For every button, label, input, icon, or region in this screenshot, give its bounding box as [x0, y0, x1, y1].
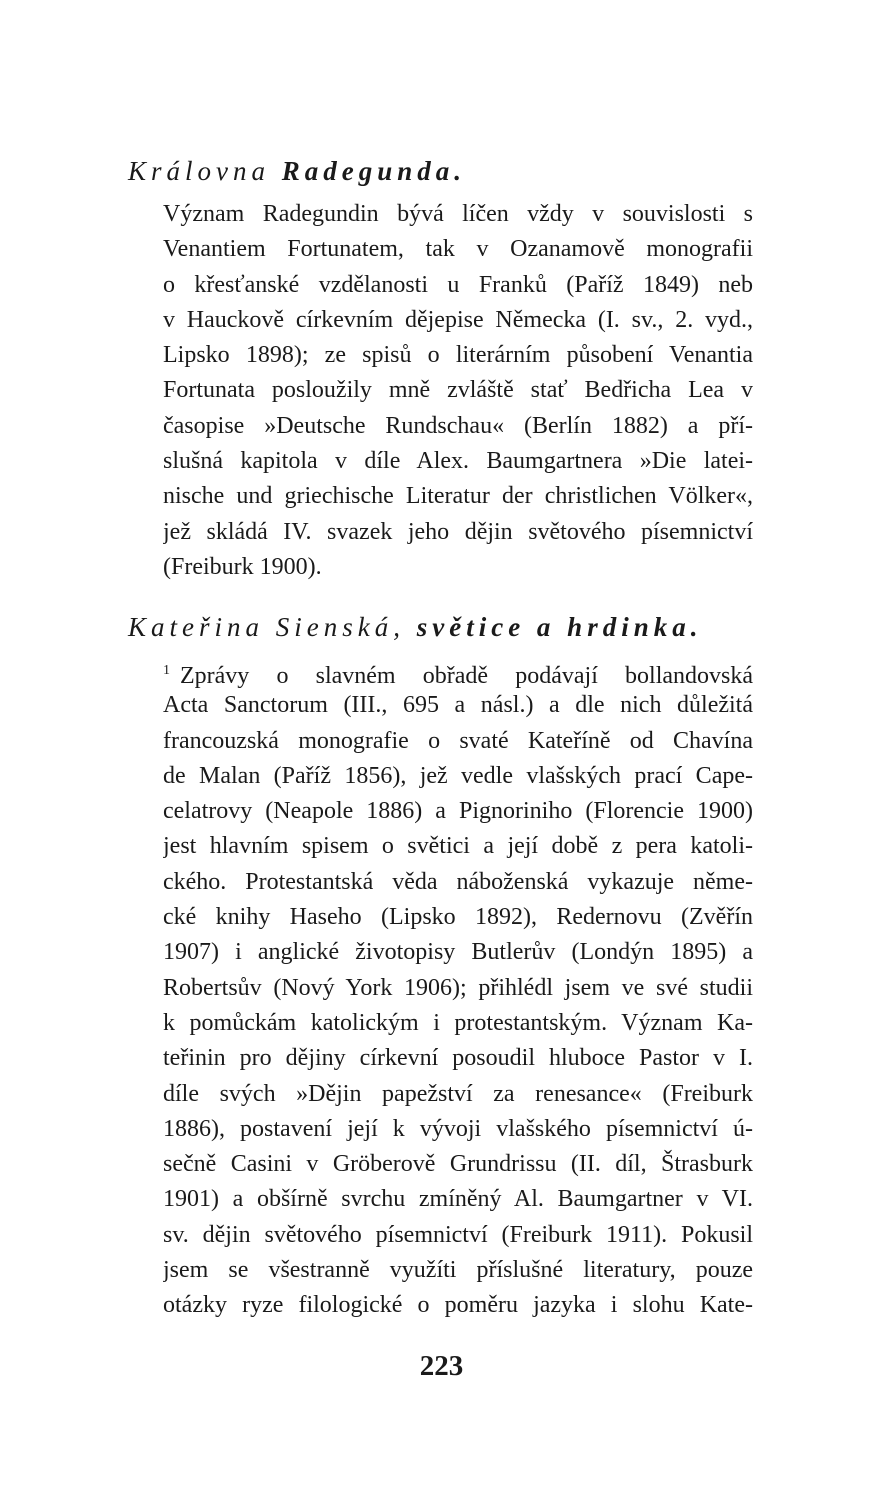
text-line: ckého. Protestantská věda náboženská vykazuje něme-: [163, 868, 753, 895]
text-line: časopise »Deutsche Rundschau« (Berlín 1882) a pří-: [163, 412, 753, 439]
text-line-content: Zprávy o slavném obřadě podávají bollandovská: [180, 663, 753, 689]
text-line-first: [163, 653, 753, 688]
heading-regular-part: Kateřina Sienská,: [128, 612, 405, 642]
text-line: o křesťanské vzdělanosti u Franků (Paříž 1849) neb: [163, 271, 753, 298]
text-line: Význam Radegundin bývá líčen vždy v souvislosti s: [163, 201, 753, 227]
text-line: jež skládá IV. svazek jeho dějin světového písemnictví: [163, 518, 753, 545]
text-line: 1907) i anglické životopisy Butlerův (Londýn 1895) a: [163, 939, 753, 966]
footnote-marker: 1: [163, 663, 170, 678]
heading-bold-part: světice a hrdinka.: [416, 612, 703, 642]
text-line: Venantiem Fortunatem, tak v Ozanamově monografii: [163, 236, 753, 263]
text-line: 1886), postavení její k vývoji vlašského písemnictví ú-: [163, 1115, 753, 1142]
text-line: (Freiburk 1900).: [163, 553, 322, 580]
text-line: Lipsko 1898); ze spisů o literárním působení Venantia: [163, 342, 753, 369]
text-line: francouzská monografie o svaté Kateříně od Chavína: [163, 727, 753, 754]
text-line: teřinin pro dějiny církevní posoudil hluboce Pastor v I.: [163, 1045, 753, 1072]
text-line: Robertsův (Nový York 1906); přihlédl jsem ve své studii: [163, 974, 753, 1001]
text-line: de Malan (Paříž 1856), jež vedle vlašských prací Cape-: [163, 762, 753, 789]
text-line: v Hauckově církevním dějepise Německa (I. sv., 2. vyd.,: [163, 306, 753, 333]
section-heading-radegunda: [128, 156, 466, 187]
page-number: 223: [419, 1350, 464, 1382]
heading-bold-part: Radegunda.: [281, 156, 467, 186]
text-line: slušná kapitola v díle Alex. Baumgartnera »Die latei-: [163, 448, 753, 475]
text-line: 1901) a obšírně svrchu zmíněný Al. Baumgartner v VI.: [163, 1186, 753, 1213]
text-line: jest hlavním spisem o světici a její době z pera katoli-: [163, 833, 753, 860]
text-line: Acta Sanctorum (III., 695 a násl.) a dle nich důležitá: [163, 692, 753, 719]
paragraph-radegunda: [163, 197, 753, 585]
text-line: cké knihy Haseho (Lipsko 1892), Redernovu (Zvěřín: [163, 904, 753, 931]
text-line: jsem se všestranně využíti příslušné literatury, pouze: [163, 1257, 753, 1284]
text-line: nische und griechische Literatur der christlichen Völker«,: [163, 483, 753, 510]
text-line: otázky ryze filologické o poměru jazyka i slohu Kate-: [163, 1292, 753, 1319]
text-line: k pomůckám katolickým i protestantským. Význam Ka-: [163, 1009, 753, 1036]
text-line: celatrovy (Neapole 1886) a Pignoriniho (Florencie 1900): [163, 798, 753, 825]
text-line: díle svých »Dějin papežství za renesance« (Freiburk: [163, 1080, 753, 1107]
section-heading-katerina: [128, 612, 702, 643]
text-line: sečně Casini v Gröberově Grundrissu (II. díl, Štrasburk: [163, 1151, 753, 1178]
paragraph-katerina: [163, 653, 753, 1324]
text-line: Fortunata posloužily mně zvláště stať Bedřicha Lea v: [163, 377, 753, 404]
heading-regular-part: Královna: [128, 156, 271, 186]
text-line: sv. dějin světového písemnictví (Freiburk 1911). Pokusil: [163, 1221, 753, 1248]
